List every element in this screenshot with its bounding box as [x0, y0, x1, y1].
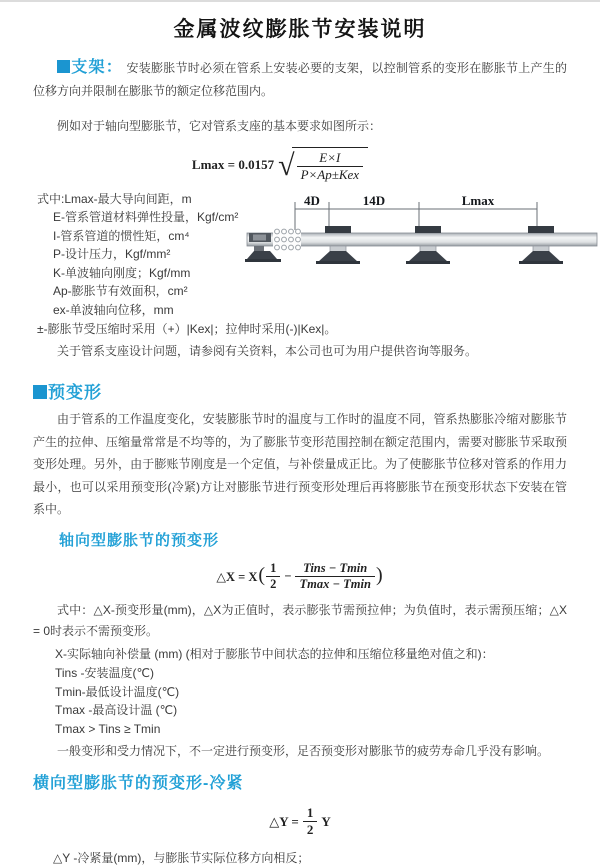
temperature-inequality-line: Tmax > Tins ≥ Tmin — [55, 722, 161, 737]
content-area — [0, 56, 600, 868]
lmax-fraction: $\frac{E\times I}{\text{P×Ap±Kex}}$ — [297, 150, 364, 184]
dimension-label-14d: 14D — [362, 193, 386, 208]
blue-square-bullet-icon — [33, 385, 47, 399]
lmax-formula-lhs: Lmax = 0.0157 — [191, 157, 275, 173]
tmin-line: Tmin-最低设计温度(℃) — [55, 684, 180, 699]
definition-line: ex-单波轴向位移，mm — [53, 303, 174, 318]
half-fraction: $\frac{1}{2}$ — [266, 561, 280, 593]
minus-sign: − — [284, 569, 292, 584]
bellows-icon — [273, 229, 301, 250]
support-heading: 支架： — [71, 59, 123, 76]
predeform-heading: 预变形 — [33, 378, 567, 403]
tins-line: Tins -安装温度(℃) — [55, 666, 155, 680]
temperature-fraction: $\frac{\text{Tins − Tmin}}{Tmax - Tmin}$ — [295, 561, 374, 593]
pipe-support-diagram — [243, 193, 599, 265]
definition-line: 式中:Lmax-最大导向间距，m — [37, 191, 192, 206]
support-intro-text: 安装膨胀节时必须在管系上安装必要的支架，以控制管系的变形在膨胀节上产生的位移方向并限制在膨胀节的额定位移范围内。 — [33, 61, 567, 98]
dimension-label-4d: 4D — [304, 193, 320, 208]
support-example-line: 例如对于轴向型膨胀节，它对管系支座的基本要求如图所示： — [57, 119, 382, 133]
blue-square-bullet-icon — [57, 60, 70, 73]
dimension-label-lmax: Lmax — [461, 193, 495, 208]
close-paren: ) — [375, 564, 383, 587]
half-fraction: $\frac{1}{2}$ — [303, 805, 318, 839]
axial-shizhong-paragraph: 式中：△X-预变形量(mm)，△X为正值时，表示膨张节需预拉伸；为负值时，表示需预压缩；△X = 0时表示不需预变形。 — [33, 603, 567, 638]
open-paren: ( — [258, 564, 266, 587]
definition-line: K-单波轴向刚度；Kgf/mm — [53, 265, 191, 280]
lateral-formula-rhs: Y — [321, 813, 331, 829]
definition-line: ±-膨胀节受压缩时采用（+）|Kex|；拉伸时采用(-)|Kex|。 — [37, 321, 337, 336]
dimension-lines — [295, 202, 537, 230]
x-definition-line: X-实际轴向补偿量 (mm) (相对于膨胀节中间状态的拉伸和压缩位移量绝对值之和)： — [55, 647, 494, 661]
cold-pull-definition-line: △Y -冷紧量(mm)，与膨胀节实际位移方向相反； — [53, 851, 310, 866]
axial-general-note: 一般变形和受力情况下，不一定进行预变形，足否预变形对膨胀节的疲劳寿命几乎没有影响。 — [57, 743, 550, 758]
definition-line: I-管系管道的惯性矩，cm⁴ — [53, 228, 190, 243]
radical-sign: √ — [278, 149, 295, 183]
predeform-paragraph: 由于管系的工作温度变化，安装膨胀节时的温度与工作时的温度不同，管系热膨胀冷缩对膨胀节产生的拉伸、压缩量常常是不均等的，为了膨胀节变形范围控制在额定范围内，需要对膨胀节采取预变形处理。另外，由于膨账节刚度是一个定值，与补偿量成正比。为了使膨胀节位移对管系的作用力最小，也可以采用预变形(冷紧)方让对膨胀节进行预变形处理后再将膨胀节在预变形状态下安装在管系中。 — [33, 412, 567, 517]
sqrt-radical — [278, 147, 368, 184]
support-note-line: 关于管系支座设计问题，请参阅有关资料，本公司也可为用户提供咨询等服务。 — [57, 344, 478, 359]
lateral-formula-lhs: △Y = — [269, 813, 299, 829]
axial-predeform-heading: 轴向型膨胀节的预变形 — [59, 531, 220, 549]
axial-formula-lhs: △X = X — [216, 569, 258, 584]
definition-line: P-设计压力，Kgf/mm² — [53, 247, 171, 262]
page-title: 金属波纹膨胀节安装说明 — [173, 18, 427, 41]
tmax-line: Tmax -最高设计温 (℃) — [55, 703, 178, 718]
definition-line: E-管系管道材料弹性投量，Kgf/cm² — [53, 210, 239, 225]
definition-line: Ap-膨胀节有效面积，cm² — [53, 284, 188, 299]
lateral-predeform-heading: 横向型膨胀节的预变形-冷紧 — [33, 774, 244, 792]
axial-formula — [33, 561, 567, 593]
support-intro-paragraph — [33, 56, 567, 103]
lmax-formula — [33, 147, 527, 184]
lateral-formula — [33, 805, 567, 839]
